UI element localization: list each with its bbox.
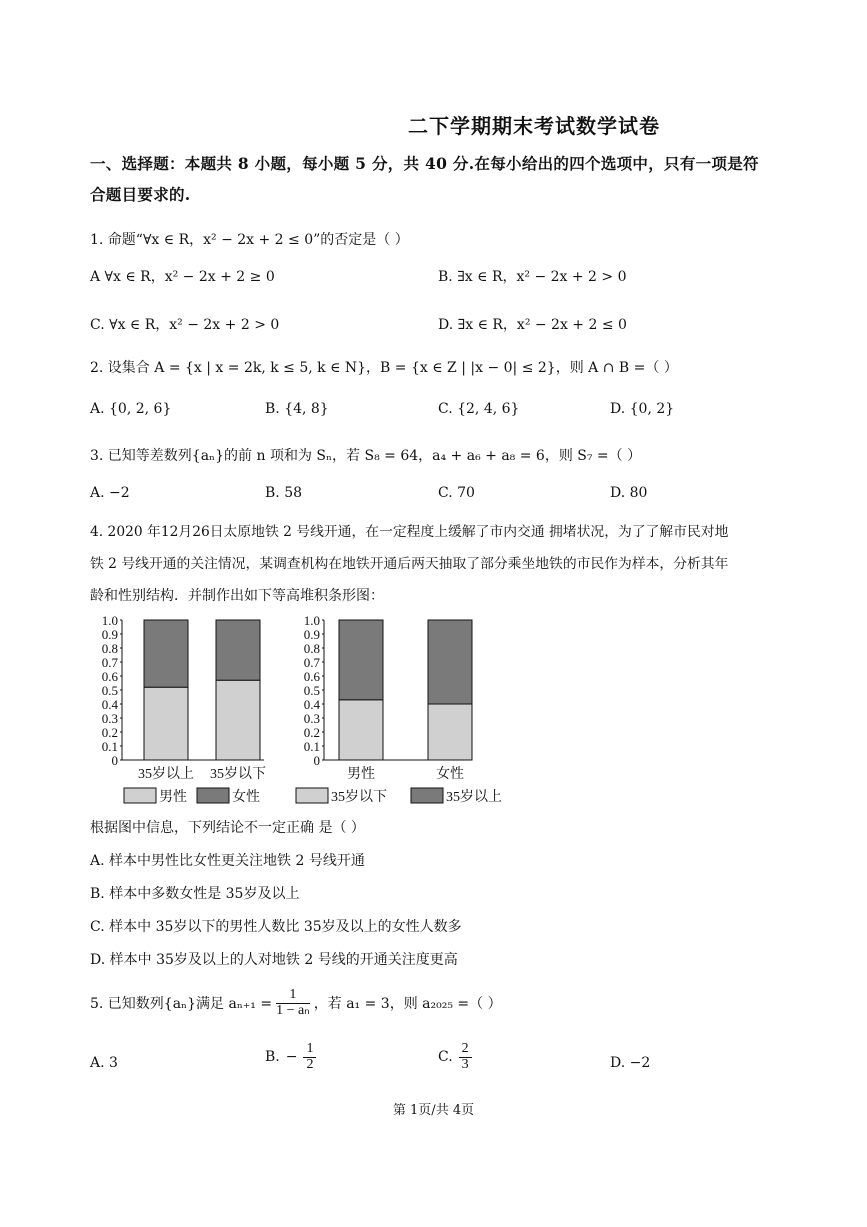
question-5-option-c [438,1042,472,1072]
y-tick-label: 0.7 [303,655,320,670]
question-5-option-b-label: B. [265,1049,280,1066]
y-tick-label: 0.8 [303,641,320,656]
x-tick-label: 女性 [436,767,464,782]
question-5-option-c-label: C. [438,1049,453,1066]
question-2-option-b: B. {4, 8} [265,401,329,417]
bar-segment [339,700,383,760]
question-1-option-d: D. ∃x ∈ R，x² − 2x + 2 ≤ 0 [438,317,627,333]
y-tick-label: 0.9 [303,627,320,642]
section-heading-line2: 合题目要求的. [90,185,191,204]
question-4-line3: 龄和性别结构．并制作出如下等高堆积条形图： [90,588,384,604]
bar-segment [144,620,188,687]
question-2-option-c: C. {2, 4, 6} [438,401,520,417]
question-2-option-d: D. {0, 2} [610,401,675,417]
question-4-line2: 铁 2 号线开通的关注情况，某调查机构在地铁开通后两天抽取了部分乘坐地铁的市民作为样本，分析其年 [90,556,729,572]
question-3-option-b: B. 58 [265,485,303,501]
y-tick-label: 0.5 [101,683,118,698]
y-tick-label: 0.1 [303,739,320,754]
y-tick-label: 1.0 [101,613,118,628]
legend-label: 35岁以上 [446,790,502,805]
question-3-stem: 3. 已知等差数列{aₙ}的前 n 项和为 Sₙ，若 S₈ = 64，a₄ + a₆ + a₈ = 6，则 S₇ =（ ） [90,448,642,464]
question-1-option-b: B. ∃x ∈ R，x² − 2x + 2 > 0 [438,269,627,285]
question-4-prompt: 根据图中信息，下列结论不一定正确 是（ ） [90,820,365,836]
legend-gender [124,788,260,805]
legend-swatch [124,788,156,803]
question-5-option-b-fraction [303,1042,316,1072]
y-tick-label: 0.6 [303,669,320,684]
page-title: 二下学期期末考试数学试卷 [408,114,660,138]
question-5-fraction-numerator: 1 [276,988,310,1004]
question-4-line1: 4. 2020 年12月26日太原地铁 2 号线开通，在一定程度上缓解了市内交通 拥堵状况，为了了解市民对地 [90,524,729,540]
y-tick-label: 0 [313,753,320,768]
question-5-fraction [276,988,310,1018]
question-5-stem [90,988,502,1018]
question-4-option-b: B. 样本中多数女性是 35岁及以上 [90,886,300,902]
legend-swatch [296,788,328,803]
legend-age [296,788,502,805]
page-footer: 第 1页/共 4页 [392,1103,475,1118]
legend-label: 35岁以下 [331,790,387,805]
bar-segment [428,620,472,704]
question-5-option-b-numerator: 1 [303,1042,316,1058]
question-5-option-b-sign: − [285,1049,298,1066]
y-tick-label: 0.8 [101,641,118,656]
y-tick-label: 0.4 [303,697,320,712]
question-4-option-c: C. 样本中 35岁以下的男性人数比 35岁及以上的女性人数多 [90,919,462,935]
question-3-option-d: D. 80 [610,485,648,501]
question-5-option-a: A. 3 [90,1055,118,1071]
y-tick-label: 0.2 [303,725,320,740]
legend-swatch [411,788,443,803]
question-5-fraction-denominator: 1 − aₙ [276,1002,310,1018]
bar-segment [339,620,383,700]
bar-segment [144,687,188,760]
question-5-option-c-numerator: 2 [459,1042,472,1058]
question-5-option-b [265,1042,316,1072]
question-5-stem-post: ，若 a₁ = 3，则 a₂₀₂₅ =（ ） [313,996,502,1013]
x-tick-label: 35岁以下 [210,767,266,782]
x-tick-label: 男性 [347,767,375,782]
legend-label: 男性 [159,790,187,805]
y-tick-label: 0.3 [101,711,118,726]
x-tick-label: 35岁以上 [138,767,194,782]
question-3-option-c: C. 70 [438,485,475,501]
bar-segment [216,680,260,760]
question-4-option-a: A. 样本中男性比女性更关注地铁 2 号线开通 [90,853,365,869]
question-1-stem: 1. 命题“∀x ∈ R，x² − 2x + 2 ≤ 0”的否定是（ ） [90,232,409,248]
y-tick-label: 0 [111,753,118,768]
y-tick-label: 0.6 [101,669,118,684]
y-tick-label: 0.1 [101,739,118,754]
question-1-option-c: C. ∀x ∈ R，x² − 2x + 2 > 0 [90,317,280,333]
question-5-stem-pre: 5. 已知数列{aₙ}满足 aₙ₊₁ = [90,996,273,1013]
y-tick-label: 0.7 [101,655,118,670]
question-3-option-a: A. −2 [90,485,130,501]
question-5-option-d: D. −2 [610,1055,651,1071]
y-tick-label: 0.9 [101,627,118,642]
question-5-option-b-denominator: 2 [306,1056,314,1072]
y-tick-label: 0.3 [303,711,320,726]
y-tick-label: 0.2 [101,725,118,740]
legend-swatch [197,788,229,803]
y-tick-label: 0.4 [101,697,118,712]
section-heading-line1: 一、选择题：本题共 8 小题，每小题 5 分，共 40 分.在每小给出的四个选项中，只有一项是符 [90,154,759,173]
legend-label: 女性 [232,790,260,805]
y-tick-label: 0.5 [303,683,320,698]
chart-age-group [102,613,266,782]
stacked-bar-charts [88,608,508,808]
question-5-option-c-denominator: 3 [461,1056,469,1072]
question-4-option-d: D. 样本中 35岁及以上的人对地铁 2 号线的开通关注度更高 [90,952,458,968]
question-1-option-a: A ∀x ∈ R，x² − 2x + 2 ≥ 0 [90,269,275,285]
question-2-option-a: A. {0, 2, 6} [90,401,172,417]
chart-gender [304,613,472,782]
question-2-stem: 2. 设集合 A = {x | x = 2k, k ≤ 5, k ∈ N}，B = {x ∈ Z | |x − 0| ≤ 2}，则 A ∩ B =（ ） [90,360,678,376]
bar-segment [428,704,472,760]
y-tick-label: 1.0 [303,613,320,628]
bar-segment [216,620,260,680]
question-5-option-c-fraction [459,1042,472,1072]
